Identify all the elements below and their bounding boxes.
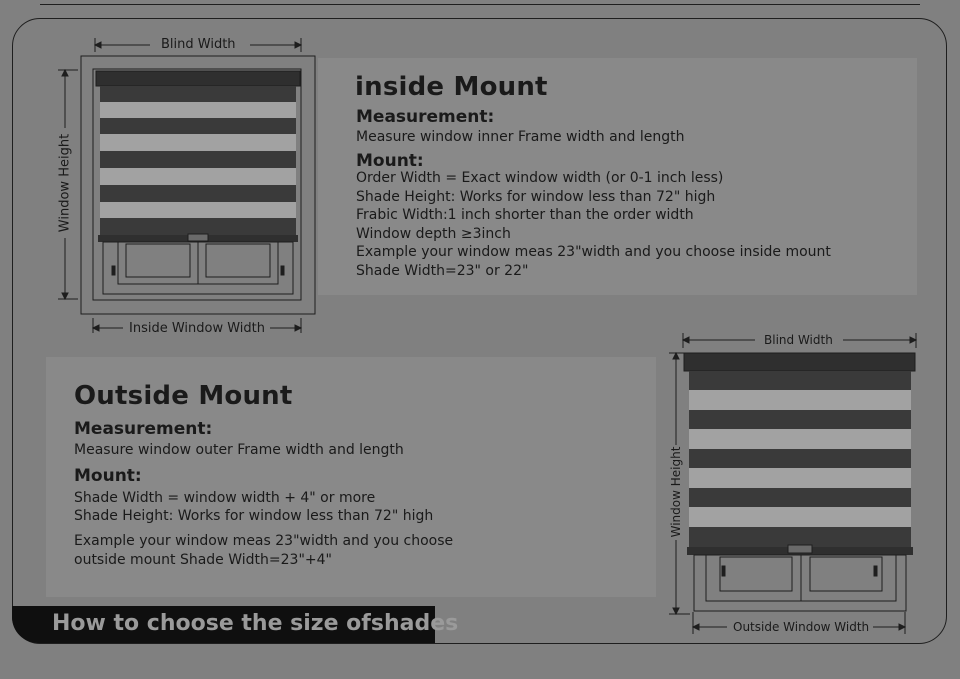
- inside-measurement-heading: Measurement:: [356, 107, 495, 127]
- inside-measurement-text: Measure window inner Frame width and length: [356, 129, 685, 145]
- title-banner: [12, 606, 459, 643]
- outside-mount-title: Outside Mount: [74, 381, 293, 411]
- inside-line: Order Width = Exact window width (or 0-1 inch less): [356, 170, 724, 186]
- inside-mount-title: inside Mount: [355, 72, 548, 102]
- outside-example-line: Example your window meas 23"width and you choose: [74, 533, 454, 549]
- inside-line: Shade Width=23" or 22": [356, 263, 529, 279]
- outside-measurement-text: Measure window outer Frame width and length: [74, 442, 404, 458]
- outside-window-height-label: Window Height: [669, 446, 683, 538]
- inside-line: Shade Height: Works for window less than 72" high: [356, 189, 716, 205]
- banner-text: How to choose the size ofshades: [52, 611, 459, 636]
- inside-line: Frabic Width:1 inch shorter than the order width: [356, 207, 694, 223]
- inside-window-height-label: Window Height: [57, 133, 73, 233]
- outside-line: Shade Width = window width + 4" or more: [74, 490, 376, 506]
- inside-window-width-label: Inside Window Width: [129, 321, 265, 336]
- outside-example-line: outside mount Shade Width=23"+4": [74, 552, 332, 568]
- inside-line: Window depth ≥3inch: [356, 226, 511, 242]
- outside-line: Shade Height: Works for window less than 72" high: [74, 508, 434, 524]
- outside-blind-width-label: Blind Width: [764, 333, 833, 347]
- outside-measurement-heading: Measurement:: [74, 419, 213, 439]
- inside-blind-width-label: Blind Width: [161, 37, 236, 52]
- inside-mount-heading: Mount:: [356, 151, 424, 171]
- outside-window-width-label: Outside Window Width: [733, 620, 870, 634]
- outside-mount-heading: Mount:: [74, 466, 142, 486]
- inside-line: Example your window meas 23"width and you choose inside mount: [356, 244, 831, 260]
